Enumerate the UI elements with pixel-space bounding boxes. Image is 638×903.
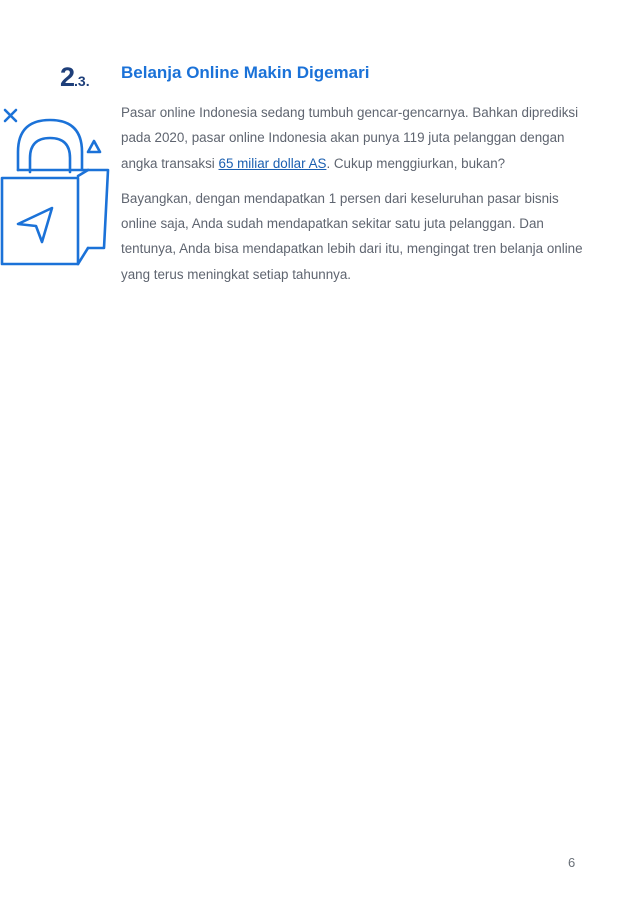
- paragraph-1: [121, 100, 591, 176]
- paragraph-1-end: . Cukup menggiurkan, bukan?: [326, 155, 506, 171]
- navigation-arrow-icon: [18, 208, 52, 242]
- bag-back-body: [18, 170, 108, 248]
- triangle-icon: [88, 141, 100, 152]
- section-number-main: 2: [60, 62, 75, 92]
- bag-side: [78, 170, 88, 264]
- bag-front-handle: [30, 138, 70, 172]
- main-content: [121, 62, 591, 297]
- paragraph-2: Bayangkan, dengan mendapatkan 1 persen dari keseluruhan pasar bisnis online saja, Anda sudah mendapatkan sekitar satu juta pelanggan. Dan tentunya, Anda bisa mendapatkan lebih dari itu, mengingat tren belanja online yang terus meningkat setiap tahunnya.: [121, 190, 583, 282]
- section-number-sub: .3.: [74, 73, 90, 89]
- close-icon: [5, 110, 16, 121]
- transaction-link[interactable]: 65 miliar dollar AS: [218, 155, 327, 171]
- section-title: Belanja Online Makin Digemari: [121, 63, 370, 82]
- shopping-bag-illustration: [0, 100, 110, 270]
- paragraph-1-text: Pasar online Indonesia sedang tumbuh gencar-gencarnya. Bahkan diprediksi pada 2020, pasar online Indonesia akan punya 119 juta pelanggan dengan angka transaksi: [121, 105, 579, 171]
- bag-back-handle: [18, 120, 82, 170]
- bag-front-body: [2, 178, 78, 264]
- page-number: 6: [568, 855, 576, 870]
- section-number: [60, 62, 90, 93]
